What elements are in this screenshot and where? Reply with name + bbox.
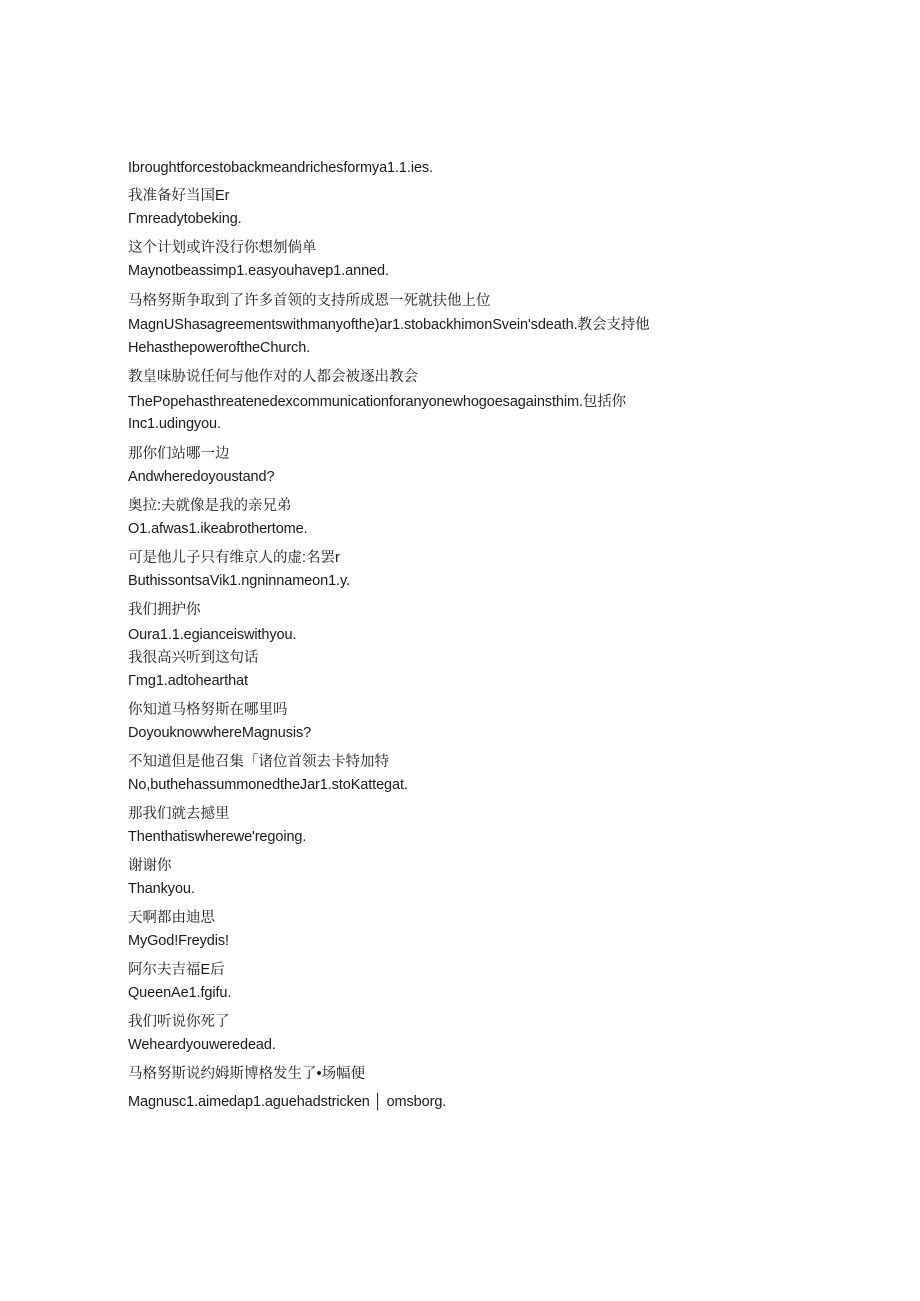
subtitle-line: Γmreadytobeking.: [128, 211, 242, 227]
subtitle-line: ButhissontsaVik1.ngninnameon1.y.: [128, 573, 350, 589]
subtitle-line: 这个计划或许没行你想刎倘单: [128, 240, 317, 256]
subtitle-line: 我们听说你死了: [128, 1014, 230, 1030]
subtitle-line: Andwheredoyoustand?: [128, 469, 275, 485]
subtitle-line: ThePopehasthreatenedexcommunicationforanyonewhogoesagainsthim.包括你: [128, 394, 627, 410]
subtitle-line: 我很高兴听到这句话: [128, 650, 259, 666]
subtitle-line: Maynotbeassimp1.easyouhavep1.anned.: [128, 263, 389, 279]
subtitle-line: MyGod!Freydis!: [128, 933, 229, 949]
subtitle-line: 马格努斯争取到了许多首领的支持所成恩一死就扶他上位: [128, 293, 491, 309]
subtitle-line: O1.afwas1.ikeabrothertome.: [128, 521, 308, 537]
subtitle-line: 马格努斯说约姆斯博格发生了•场幅便: [128, 1066, 366, 1082]
subtitle-line: DoyouknowwhereMagnusis?: [128, 725, 312, 741]
subtitle-line: 我们拥护你: [128, 602, 201, 618]
subtitle-line: 天啊都由迪思: [128, 910, 215, 926]
subtitle-line: Magnusc1.aimedap1.aguehadstricken │ omsborg.: [128, 1094, 447, 1110]
subtitle-line: Thenthatiswherewe'regoing.: [128, 829, 307, 845]
subtitle-line: 谢谢你: [128, 858, 172, 874]
subtitle-line: Weheardyouweredead.: [128, 1037, 276, 1053]
subtitle-line: 阿尔夫吉福E后: [128, 962, 225, 978]
subtitle-line: 你知道马格努斯在哪里吗: [128, 702, 288, 718]
subtitle-line: 教皇味胁说任何与他作对的人都会被逐出教会: [128, 369, 418, 385]
subtitle-line: MagnUShasagreementswithmanyofthe)ar1.stobackhimonSvein'sdeath.教会支持他: [128, 317, 650, 333]
subtitle-line: QueenAe1.fgifu.: [128, 985, 232, 1001]
subtitle-line: Γmg1.adtohearthat: [128, 673, 248, 689]
subtitle-line: 奥拉:夫就像是我的亲兄弟: [128, 498, 292, 514]
subtitle-line: 我准备好当国Er: [128, 188, 230, 204]
subtitle-line: No,buthehassummonedtheJar1.stoKattegat.: [128, 777, 408, 793]
subtitle-line: Ibroughtforcestobackmeandrichesformya1.1.ies.: [128, 160, 433, 176]
subtitle-line: 那我们就去撼里: [128, 806, 230, 822]
subtitle-line: 可是他儿子只有维京人的虚:名罢r: [128, 550, 340, 566]
subtitle-line: 不知道但是他召集「诸位首领去卡特加特: [128, 754, 389, 770]
subtitle-line: Thankyou.: [128, 881, 195, 897]
subtitle-line: Oura1.1.egianceiswithyou.: [128, 627, 297, 643]
subtitle-line: 那你们站哪一边: [128, 446, 230, 462]
subtitle-line: HehasthepoweroftheChurch.: [128, 340, 311, 356]
subtitle-line: Inc1.udingyou.: [128, 416, 221, 432]
